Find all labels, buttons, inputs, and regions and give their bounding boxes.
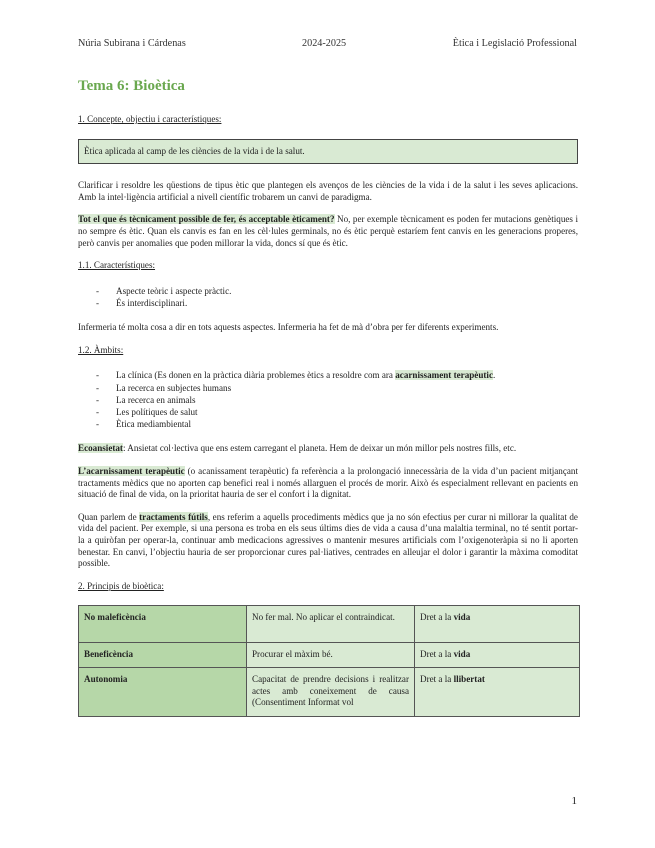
paragraph-nursing: Infermeria té molta cosa a dir en tots aquests aspectes. Infermeria ha fet de mà d’obra per fer diferents experiments.	[78, 322, 499, 333]
list-item: - És interdisciplinari.	[96, 297, 578, 309]
question-answer: No, per exemple tècnicament es poden fer mutacions genètiques i no sempre és ètic. Quan els canvis es fan en les cèl·lules germinals, no és ètic perquè estaríem fent canvis en les generacions properes, però canvis per anomalies que poden millorar la vida, doncs sí que és ètic.	[78, 214, 578, 248]
right-value: vida	[453, 612, 471, 623]
table-row	[79, 668, 580, 717]
ecoanxiety-definition: : Ansietat col·lectiva que ens estem carregant el planeta. Hem de deixar un món millor pels nostres fills, etc.	[122, 443, 517, 454]
highlight-question: Tot el que és tècnicament possible de fer, és acceptable èticament?	[78, 214, 335, 225]
principle-right	[415, 606, 580, 643]
right-prefix: Dret a la	[420, 674, 454, 685]
definition-box: Ètica aplicada al camp de les ciències de la vida i de la salut.	[78, 139, 578, 165]
list-item	[96, 369, 578, 381]
right-value: vida	[453, 649, 471, 660]
principle-right	[415, 643, 580, 668]
scopes-list	[78, 369, 578, 430]
highlight-ecoansietat: Ecoansietat	[78, 443, 123, 454]
list-item: - Les polítiques de salut	[96, 406, 578, 418]
principle-name: No maleficència	[79, 606, 247, 643]
list-item: - La recerca en subjectes humans	[96, 382, 578, 394]
principle-description: Capacitat de prendre decisions i realitzar actes amb coneixement de causa (Consentiment Informat vol	[247, 668, 415, 717]
header-course: Ètica i Legislació Professional	[452, 38, 577, 49]
list-item: - Ètica mediambiental	[96, 418, 578, 430]
header-author: Núria Subirana i Cárdenas	[78, 38, 186, 49]
list-item: - La recerca en animals	[96, 394, 578, 406]
document-title: Tema 6: Bioètica	[78, 78, 185, 94]
characteristics-list	[78, 285, 578, 309]
table-row	[79, 643, 580, 668]
header-year: 2024-2025	[302, 38, 347, 49]
principle-name: Autonomia	[79, 668, 247, 717]
highlight-tractaments-futils: tractaments fútils	[139, 511, 208, 522]
scope-clinic-end: .	[493, 370, 496, 381]
paragraph-technically-possible	[78, 214, 578, 249]
document-body	[78, 114, 578, 717]
futile-definition: , ens referim a aquells procediments mèdics que ja no són efectius per curar ni millorar la qualitat de vida del pacient. Per exemple, si una persona es troba en els seus últims dies de vida a causa d’una malaltia terminal, no té sentit portar-la a quiròfan per operar-la, continuar amb medicacions agressives o mantenir mesures artificials com l’oxigenoteràpia si no li aporten benestar. En canvi, l’objectiu hauria de ser proporcionar cures pal·liatives, centrades en alleujar el dolor i garantir la màxima comoditat possible.	[78, 511, 578, 569]
right-prefix: Dret a la	[420, 649, 454, 660]
principles-table	[78, 605, 580, 717]
right-prefix: Dret a la	[420, 612, 454, 623]
section-2-heading: 2. Principis de bioètica:	[78, 580, 164, 591]
scope-clinic-text: La clínica (Es donen en la pràctica diària problemes ètics a resoldre com ara	[116, 370, 396, 381]
section-1-1-heading: 1.1. Característiques:	[78, 260, 156, 271]
principle-description: Procurar el màxim bé.	[247, 643, 415, 668]
right-value: llibertat	[453, 674, 485, 685]
section-1-heading: 1. Concepte, objectiu i característiques:	[78, 114, 222, 124]
principle-name: Beneficència	[79, 643, 247, 668]
paragraph-clarify: Clarificar i resoldre les qüestions de tipus ètic que plantegen els avenços de les ciències de la vida i de la salut i les seves aplicacions. Amb la intel·ligència artificial a nivell científic trobarem un canvi de paradigma.	[78, 180, 578, 202]
futile-intro: Quan parlem de	[78, 511, 140, 522]
list-item: - Aspecte teòric i aspecte pràctic.	[96, 285, 578, 297]
page-header	[78, 38, 577, 52]
principle-description: No fer mal. No aplicar el contraindicat.	[247, 606, 415, 643]
section-1-2-heading: 1.2. Àmbits:	[78, 344, 124, 355]
principle-right	[415, 668, 580, 717]
highlight-acarnissament-term: L’acarnissament terapèutic	[78, 465, 185, 476]
paragraph-ecoanxiety	[78, 443, 578, 455]
acarnissament-definition: (o acanissament terapèutic) fa referència a la prolongació innecessària de la vida d’un pacient mitjançant tractaments mèdics que no aporten cap benefici real i només allarguen el procés de morir. Això és especialment rellevant en pacients en situació de final de vida, on la prioritat hauria de ser el confort i la dignitat.	[78, 465, 578, 500]
paragraph-futile-treatments	[78, 512, 578, 570]
page-number: 1	[571, 795, 577, 807]
paragraph-acarnissament	[78, 466, 578, 501]
table-row	[79, 606, 580, 643]
highlight-acarnissament: acarnissament terapèutic	[395, 370, 493, 381]
